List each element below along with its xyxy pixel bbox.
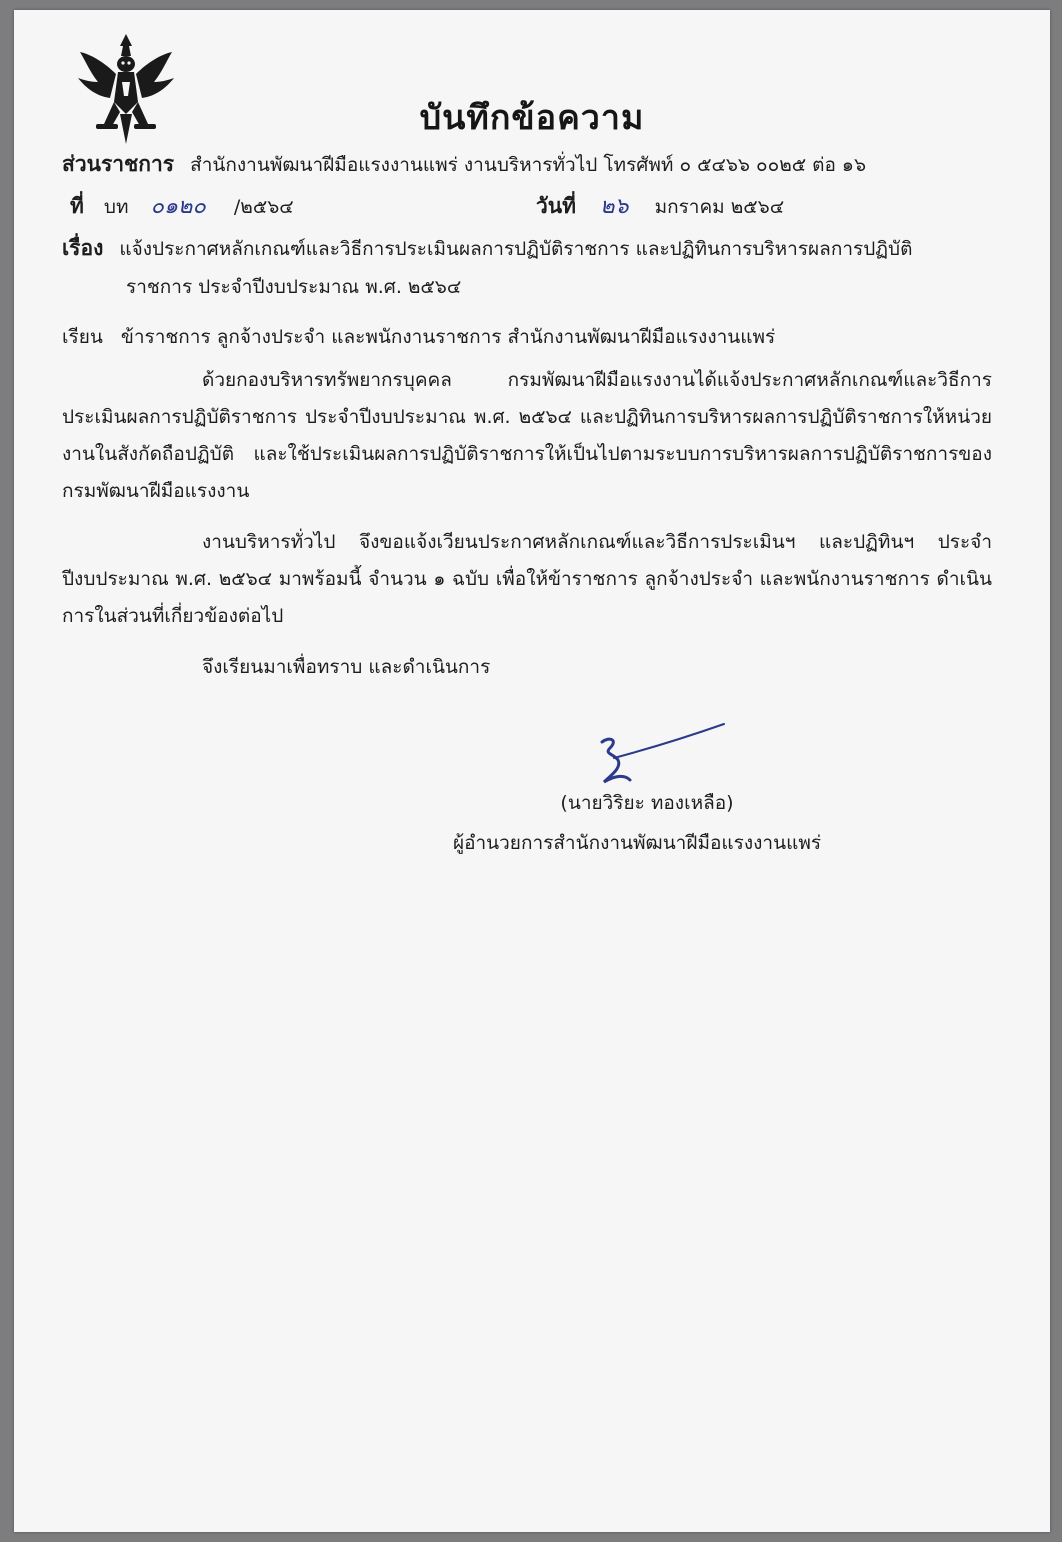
subject-line-2: ราชการ ประจำปีงบประมาณ พ.ศ. ๒๕๖๔ — [126, 276, 462, 298]
addressee-value: ข้าราชการ ลูกจ้างประจำ และพนักงานราชการ สำนักงานพัฒนาฝีมือแรงงานแพร่ — [120, 326, 776, 348]
memo-title: บันทึกข้อความ — [419, 98, 645, 138]
memo-page — [14, 10, 1050, 1532]
signer-title: ผู้อำนวยการสำนักงานพัฒนาฝีมือแรงงานแพร่ — [452, 832, 822, 854]
date-label: วันที่ — [536, 194, 576, 218]
agency-label: ส่วนราชการ — [62, 152, 175, 176]
agency-value: สำนักงานพัฒนาฝีมือแรงงานแพร่ งานบริหารทั่วไป โทรศัพท์ ๐ ๕๔๖๖ ๐๐๒๕ ต่อ ๑๖ — [190, 154, 867, 176]
subject-line-1: แจ้งประกาศหลักเกณฑ์และวิธีการประเมินผลการปฏิบัติราชการ และปฏิทินการบริหารผลการปฏิบัติ — [119, 238, 913, 260]
reference-label: ที่ — [70, 194, 84, 218]
signer-name: (นายวิริยะ ทองเหลือ) — [560, 792, 734, 814]
body-paragraph-1: ด้วยกองบริหารทรัพยากรบุคคล กรมพัฒนาฝีมือแรงงานได้แจ้งประกาศหลักเกณฑ์และวิธีการประเมินผลการปฏิบัติราชการ ประจำปีงบประมาณ พ.ศ. ๒๕๖๔ และปฏิทินการบริหารผลการปฏิบัติราชการให้หน่วยงานในสังกัดถือปฏิบัติ และใช้ประเมินผลการปฏิบัติราชการให้เป็นไปตามระบบการบริหารผลการปฏิบัติราชการของกรมพัฒนาฝีมือแรงงาน — [62, 369, 992, 502]
closing-line: จึงเรียนมาเพื่อทราบ และดำเนินการ — [202, 656, 491, 678]
reference-row — [70, 188, 294, 223]
addressee-label: เรียน — [62, 326, 103, 348]
reference-prefix: บท — [103, 196, 129, 218]
body-paragraph-2: งานบริหารทั่วไป จึงขอแจ้งเวียนประกาศหลักเกณฑ์และวิธีการประเมินฯ และปฏิทินฯ ประจำปีงบประมาณ พ.ศ. ๒๕๖๔ มาพร้อมนี้ จำนวน ๑ ฉบับ เพื่อให้ข้าราชการ ลูกจ้างประจำ และพนักงานราชการ ดำเนินการในส่วนที่เกี่ยวข้องต่อไป — [62, 531, 992, 627]
date-row — [536, 188, 784, 223]
agency-row — [62, 148, 866, 181]
addressee-row — [62, 322, 775, 352]
reference-suffix: /๒๕๖๔ — [233, 196, 294, 218]
date-month-year: มกราคม ๒๕๖๔ — [654, 196, 785, 218]
subject-label: เรื่อง — [62, 236, 104, 260]
date-day-handwritten: ๒๖ — [600, 194, 629, 219]
reference-number-handwritten: ๐๑๒๐ — [150, 194, 206, 219]
subject-row — [62, 232, 912, 265]
